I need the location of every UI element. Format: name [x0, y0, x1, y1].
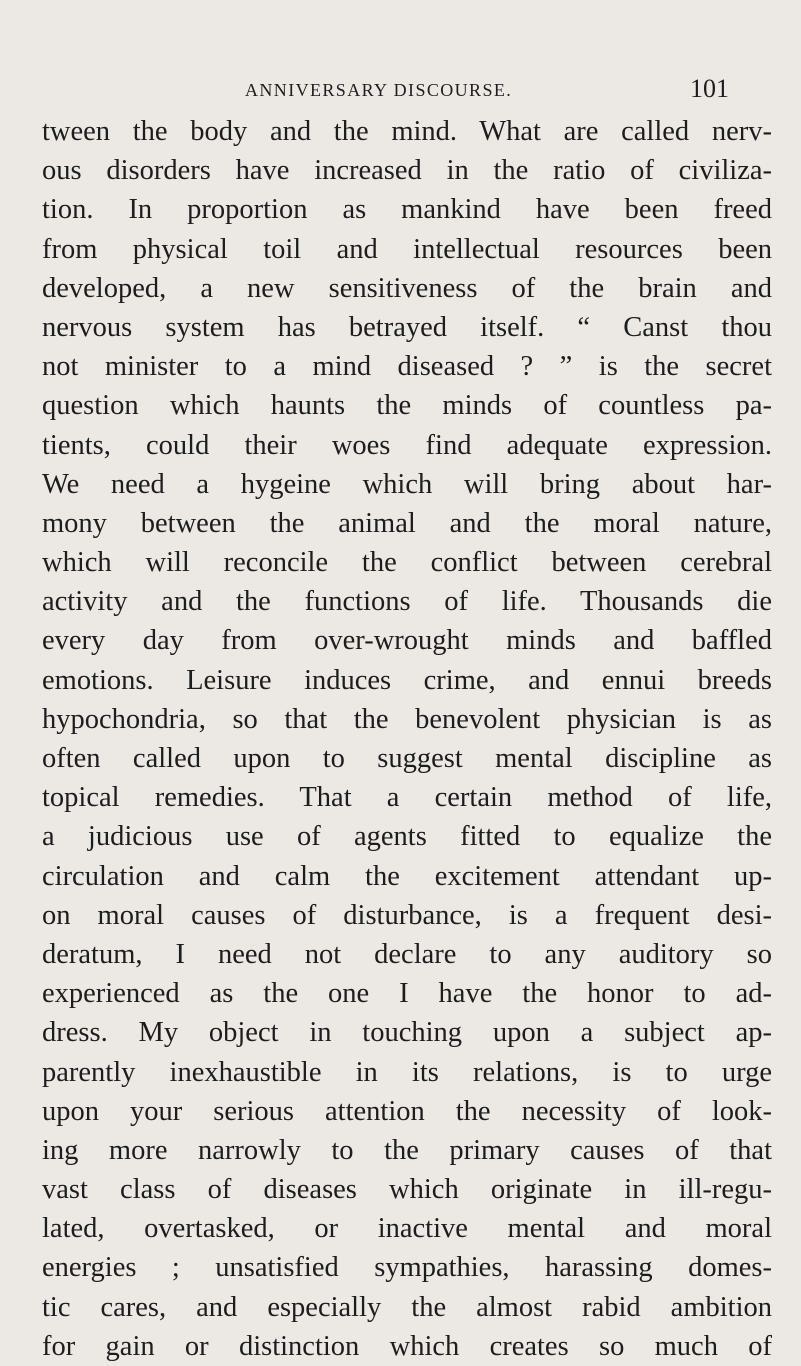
- text-line: dress. My object in touching upon a subject ap-: [42, 1017, 772, 1049]
- text-line: topical remedies. That a certain method of life,: [42, 782, 772, 814]
- text-line: emotions. Leisure induces crime, and ennui breeds: [42, 664, 772, 696]
- running-head: ANNIVERSARY DISCOURSE.: [245, 80, 513, 100]
- text-line: circulation and calm the excitement attendant up-: [42, 860, 772, 892]
- text-line: upon your serious attention the necessity of look-: [42, 1095, 772, 1127]
- text-line: experienced as the one I have the honor to ad-: [42, 978, 772, 1010]
- text-line: for gain or distinction which creates so much of: [42, 1330, 772, 1362]
- text-line: tion. In proportion as mankind have been freed: [42, 194, 772, 226]
- text-line: ous disorders have increased in the ratio of civiliza-: [42, 155, 772, 187]
- text-line: from physical toil and intellectual resources been: [42, 233, 772, 265]
- text-line: vast class of diseases which originate in ill-regu-: [42, 1174, 772, 1206]
- text-line: developed, a new sensitiveness of the brain and: [42, 272, 772, 304]
- text-line: nervous system has betrayed itself. “ Canst thou: [42, 311, 772, 343]
- text-line: ing more narrowly to the primary causes of that: [42, 1134, 772, 1166]
- text-line: hypochondria, so that the benevolent physician is as: [42, 703, 772, 735]
- text-line: activity and the functions of life. Thousands die: [42, 586, 772, 618]
- text-line: parently inexhaustible in its relations, is to urge: [42, 1056, 772, 1088]
- text-line: question which haunts the minds of countless pa-: [42, 390, 772, 422]
- body-text: [42, 112, 772, 1366]
- text-line: not minister to a mind diseased ? ” is the secret: [42, 351, 772, 383]
- text-line: tic cares, and especially the almost rabid ambition: [42, 1291, 772, 1323]
- text-line: often called upon to suggest mental discipline as: [42, 743, 772, 774]
- text-line: We need a hygeine which will bring about har-: [42, 468, 772, 500]
- page-number: 101: [690, 74, 729, 103]
- text-line: deratum, I need not declare to any auditory so: [42, 938, 772, 970]
- text-line: every day from over-wrought minds and baffled: [42, 625, 772, 657]
- text-line: mony between the animal and the moral nature,: [42, 507, 772, 539]
- text-line: on moral causes of disturbance, is a frequent desi-: [42, 899, 772, 931]
- text-line: a judicious use of agents fitted to equalize the: [42, 821, 772, 853]
- text-line: which will reconcile the conflict between cerebral: [42, 547, 772, 579]
- text-line: tients, could their woes find adequate expression.: [42, 429, 772, 461]
- text-line: energies ; unsatisfied sympathies, harassing domes-: [42, 1252, 772, 1284]
- text-line: tween the body and the mind. What are called nerv-: [42, 116, 772, 147]
- text-line: lated, overtasked, or inactive mental and moral: [42, 1213, 772, 1245]
